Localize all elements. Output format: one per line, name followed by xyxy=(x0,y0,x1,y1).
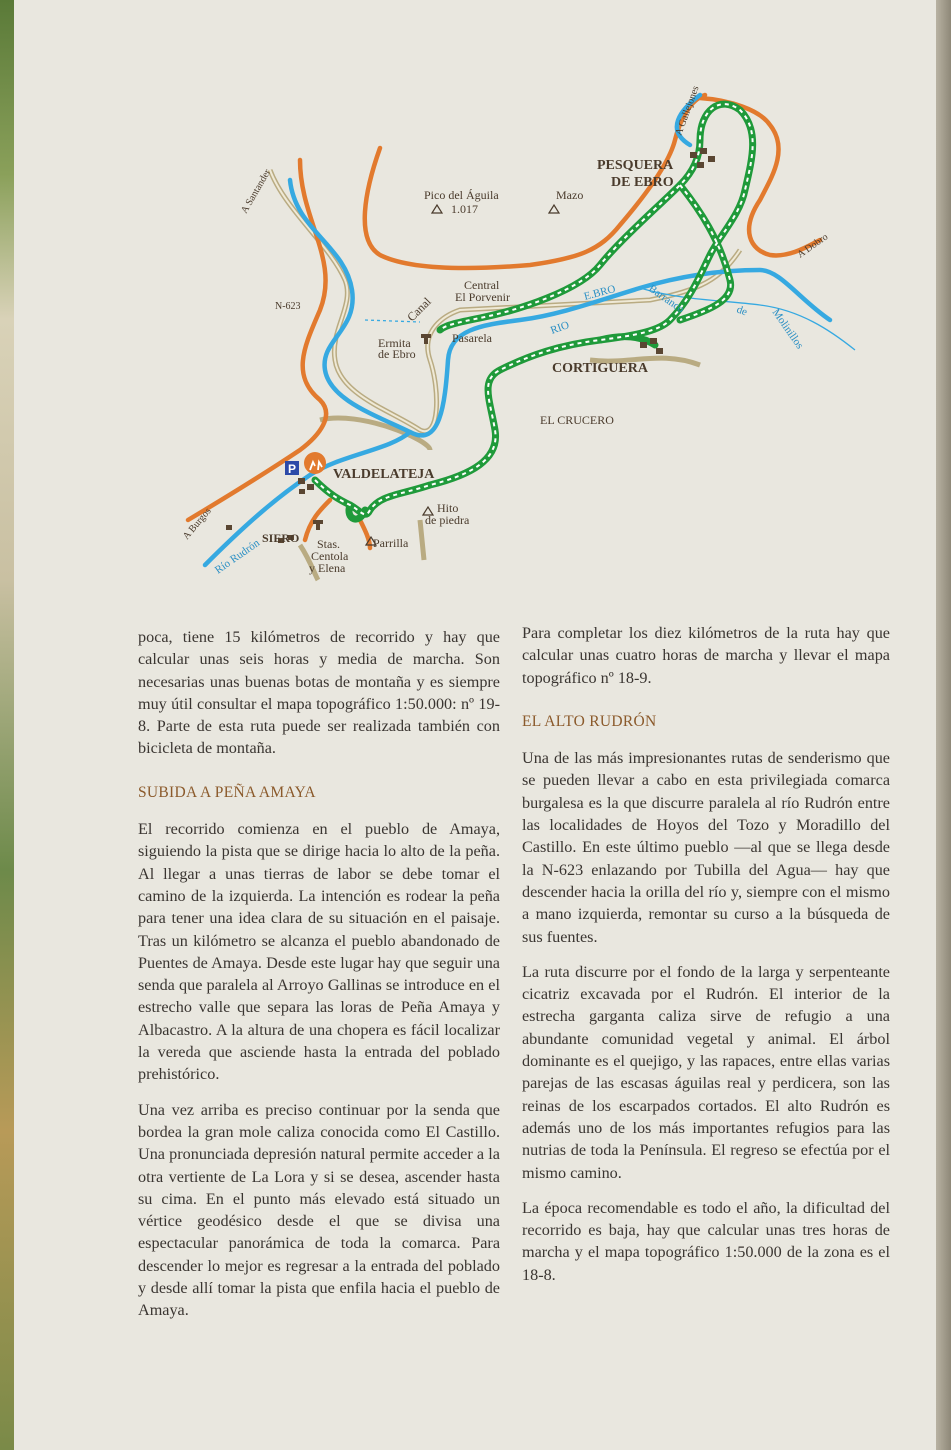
peak-mazo: Mazo xyxy=(556,188,584,202)
hiker-icon xyxy=(304,452,326,474)
stas-line2: Centola xyxy=(311,549,349,563)
road-dobro: A Dobro xyxy=(795,231,831,261)
place-pesquera-1: PESQUERA xyxy=(597,158,674,173)
left-paragraph-3: Una vez arriba es preciso continuar por la senda que bordea la gran mole caliza conocida como El Castillo. Una pronunciada depresión natural permite acceder a la otra vertiente de La Lora y si se desea, ascender hasta su cima. En el punto más elevado está situado un vértice geodésico desde el que se divisa una espectacular panorámica de toda la comarca. Para descender lo mejor es regresar a la entrada del poblado y desde allí tomar la pista que enfila hacia el pueblo de Amaya. xyxy=(138,1100,500,1320)
river-rudron: Río Rudrón xyxy=(212,536,263,577)
place-el-crucero: EL CRUCERO xyxy=(540,413,614,427)
road-santander: A Santander xyxy=(239,167,274,216)
peak-parrilla: Parrilla xyxy=(373,536,409,550)
place-pesquera-2: DE EBRO xyxy=(611,175,674,190)
place-valdelateja: VALDELATEJA xyxy=(333,467,435,482)
river-molinillos: Molinillos xyxy=(769,306,806,352)
river-barranco: Barranco xyxy=(646,282,687,316)
route-map xyxy=(0,0,951,600)
right-paragraph-3: La ruta discurre por el fondo de la larga y serpenteante cicatriz excavada por el Rudrón. El interior de la estrecha garganta caliza sirve de refugio a una abundante comunidad vegetal y animal. El árbol dominante es el quejigo, y las rapaces, entre ellas varias parejas de las escasas águilas real y perdicera, son las reinas de los escarpados cortados. El alto Rudrón es además uno de los más importantes refugios para las nutrias de toda la Península. El regreso se efectúa por el mismo camino. xyxy=(522,962,890,1182)
right-paragraph-1: Para completar los diez kilómetros de la ruta hay que calcular unas cuatro horas de marcha y llevar el mapa topográfico nº 18-9. xyxy=(522,624,890,687)
right-text-column xyxy=(522,622,890,1299)
road-n623: N-623 xyxy=(275,301,301,312)
central-line2: El Porvenir xyxy=(455,290,510,304)
river-de: de xyxy=(734,303,749,319)
left-text-column xyxy=(138,626,500,1335)
hiking-route xyxy=(315,104,753,519)
right-paragraph-4: La época recomendable es todo el año, la dificultad del recorrido es baja, hay que calcular unas tres horas de marcha y el mapa topográfico 1:50.000 de la zona es el 18-8. xyxy=(522,1198,890,1284)
peak-pico-height: 1.017 xyxy=(451,202,478,216)
left-paragraph-1: poca, tiene 15 kilómetros de recorrido y hay que calcular unas seis horas y media de marcha. Son necesarias unas buenas botas de montaña y es siempre muy útil consultar el mapa topográfico 1:50.000: nº 19-8. Parte de esta ruta puede ser realizada también con bicicleta de montaña. xyxy=(138,628,500,758)
road-burgos: A Burgos xyxy=(180,505,214,542)
parking-label: P xyxy=(288,462,297,476)
heading-el-alto-rudron: EL ALTO RUDRÓN xyxy=(522,712,657,730)
place-siero: SIERO xyxy=(262,531,300,545)
right-paragraph-2: Una de las más impresionantes rutas de senderismo que se pueden llevar a cabo en esta privilegiada comarca burgalesa es la que discurre paralela al río Rudrón entre las localidades de Hoyos del Tozo y Moradillo del Castillo. En este último pueblo —al que se llega desde la N-623 enlazando por Tubilla del Agua— hay que descender hacia la orilla del río y, siempre con el mismo a mano izquierda, remontar su curso a la búsqueda de sus fuentes. xyxy=(522,749,890,946)
peak-pico-name: Pico del Águila xyxy=(424,188,499,202)
left-paragraph-2: El recorrido comienza en el pueblo de Amaya, siguiendo la pista que se dirige hacia lo alto de la peña. Al llegar a unas tierras de labor se debe tomar el camino de la izquierda. La intención es rodear la peña para tener una idea clara de su situación en el paisaje. Tras un kilómetro se alcanza el pueblo abandonado de Puentes de Amaya. Desde este lugar hay que seguir una senda que paralela al Arroyo Gallinas se introduce en el estrecho valle que separa las loras de Peña Amaya y Albacastro. A la altura de una chopera es fácil localizar la vereda que asciende hasta la entrada del poblado prehistórico. xyxy=(138,820,500,1084)
hito-line2: de piedra xyxy=(425,513,470,527)
road-gallejones: A Gallejones xyxy=(673,84,702,138)
river-ebro: E.BRO xyxy=(582,283,617,303)
river-rio: RIO xyxy=(548,319,571,337)
heading-subida-pena-amaya: SUBIDA A PEÑA AMAYA xyxy=(138,783,316,801)
place-cortiguera: CORTIGUERA xyxy=(552,361,648,376)
central-line1: Central xyxy=(464,278,500,292)
hito-line1: Hito xyxy=(437,501,459,515)
ermita-line1: Ermita xyxy=(378,336,411,350)
ermita-line2: de Ebro xyxy=(378,347,416,361)
stas-line3: y Elena xyxy=(309,561,346,575)
stas-line1: Stas. xyxy=(317,537,341,551)
canal-label: Canal xyxy=(404,294,434,325)
pasarela-label: Pasarela xyxy=(452,331,492,345)
